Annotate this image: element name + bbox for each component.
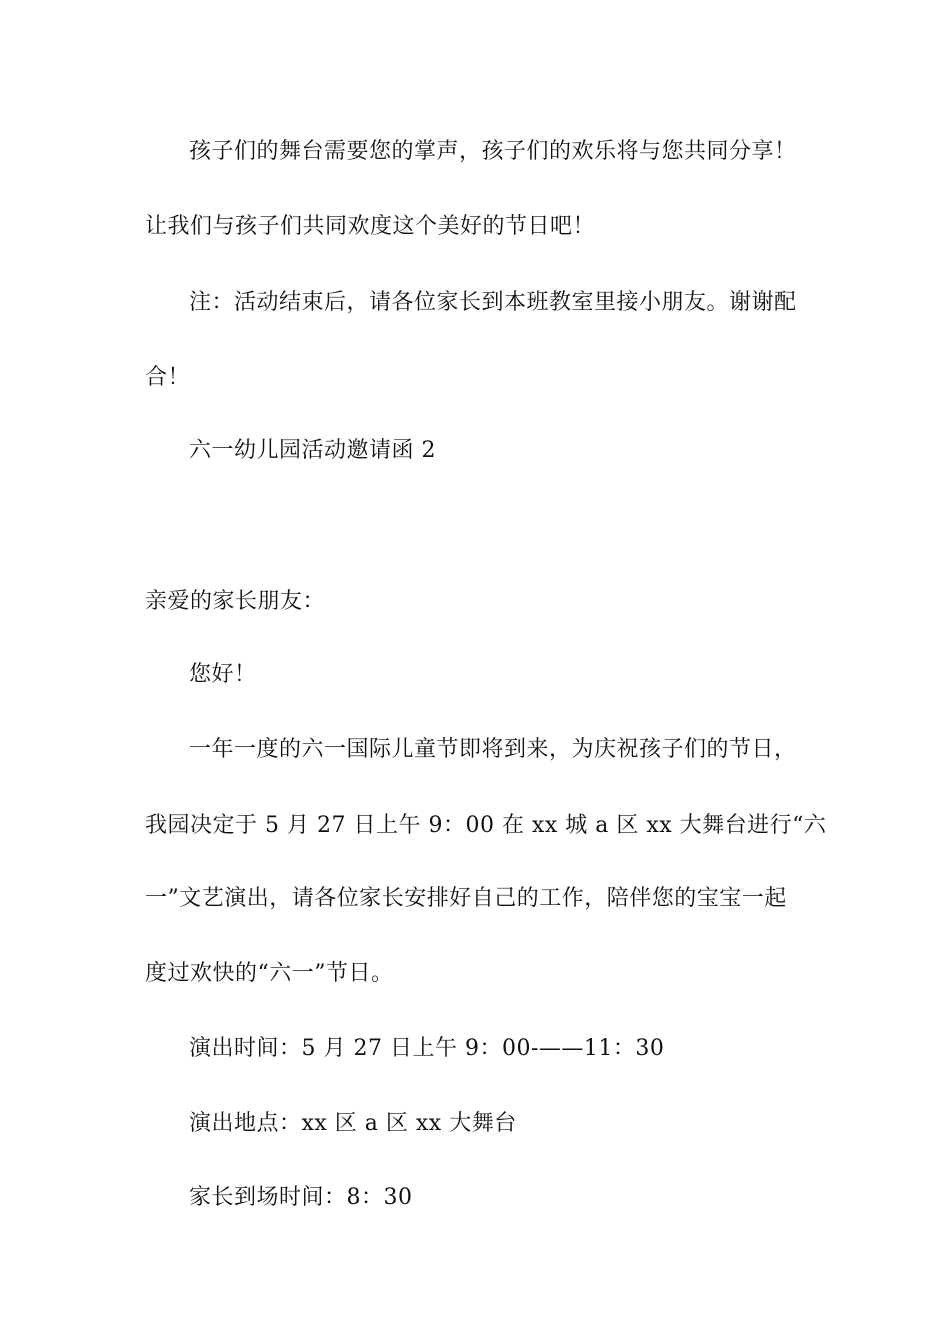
paragraph-line: 我园决定于 5 月 27 日上午 9：00 在 xx 城 a 区 xx 大舞台进行“六	[145, 813, 827, 838]
parent-arrival-time: 家长到场时间：8：30	[189, 1185, 413, 1210]
performance-time: 演出时间：5 月 27 日上午 9：00-——11：30	[189, 1036, 665, 1061]
paragraph-line: 让我们与孩子们共同欢度这个美好的节日吧！	[145, 214, 596, 239]
performance-location: 演出地点：xx 区 a 区 xx 大舞台	[189, 1111, 517, 1136]
paragraph-line: 一年一度的六一国际儿童节即将到来，为庆祝孩子们的节日，	[189, 737, 797, 762]
paragraph-line: 孩子们的舞台需要您的掌声，孩子们的欢乐将与您共同分享！	[189, 139, 797, 164]
salutation: 亲爱的家长朋友：	[145, 589, 326, 614]
paragraph-line: 注：活动结束后，请各位家长到本班教室里接小朋友。谢谢配	[189, 290, 797, 315]
paragraph-line: 合！	[145, 365, 191, 390]
paragraph-line: 度过欢快的“六一”节日。	[145, 961, 394, 986]
section-title: 六一幼儿园活动邀请函 2	[189, 438, 436, 463]
greeting: 您好！	[189, 662, 257, 687]
paragraph-line: 一”文艺演出，请各位家长安排好自己的工作，陪伴您的宝宝一起	[145, 886, 787, 911]
